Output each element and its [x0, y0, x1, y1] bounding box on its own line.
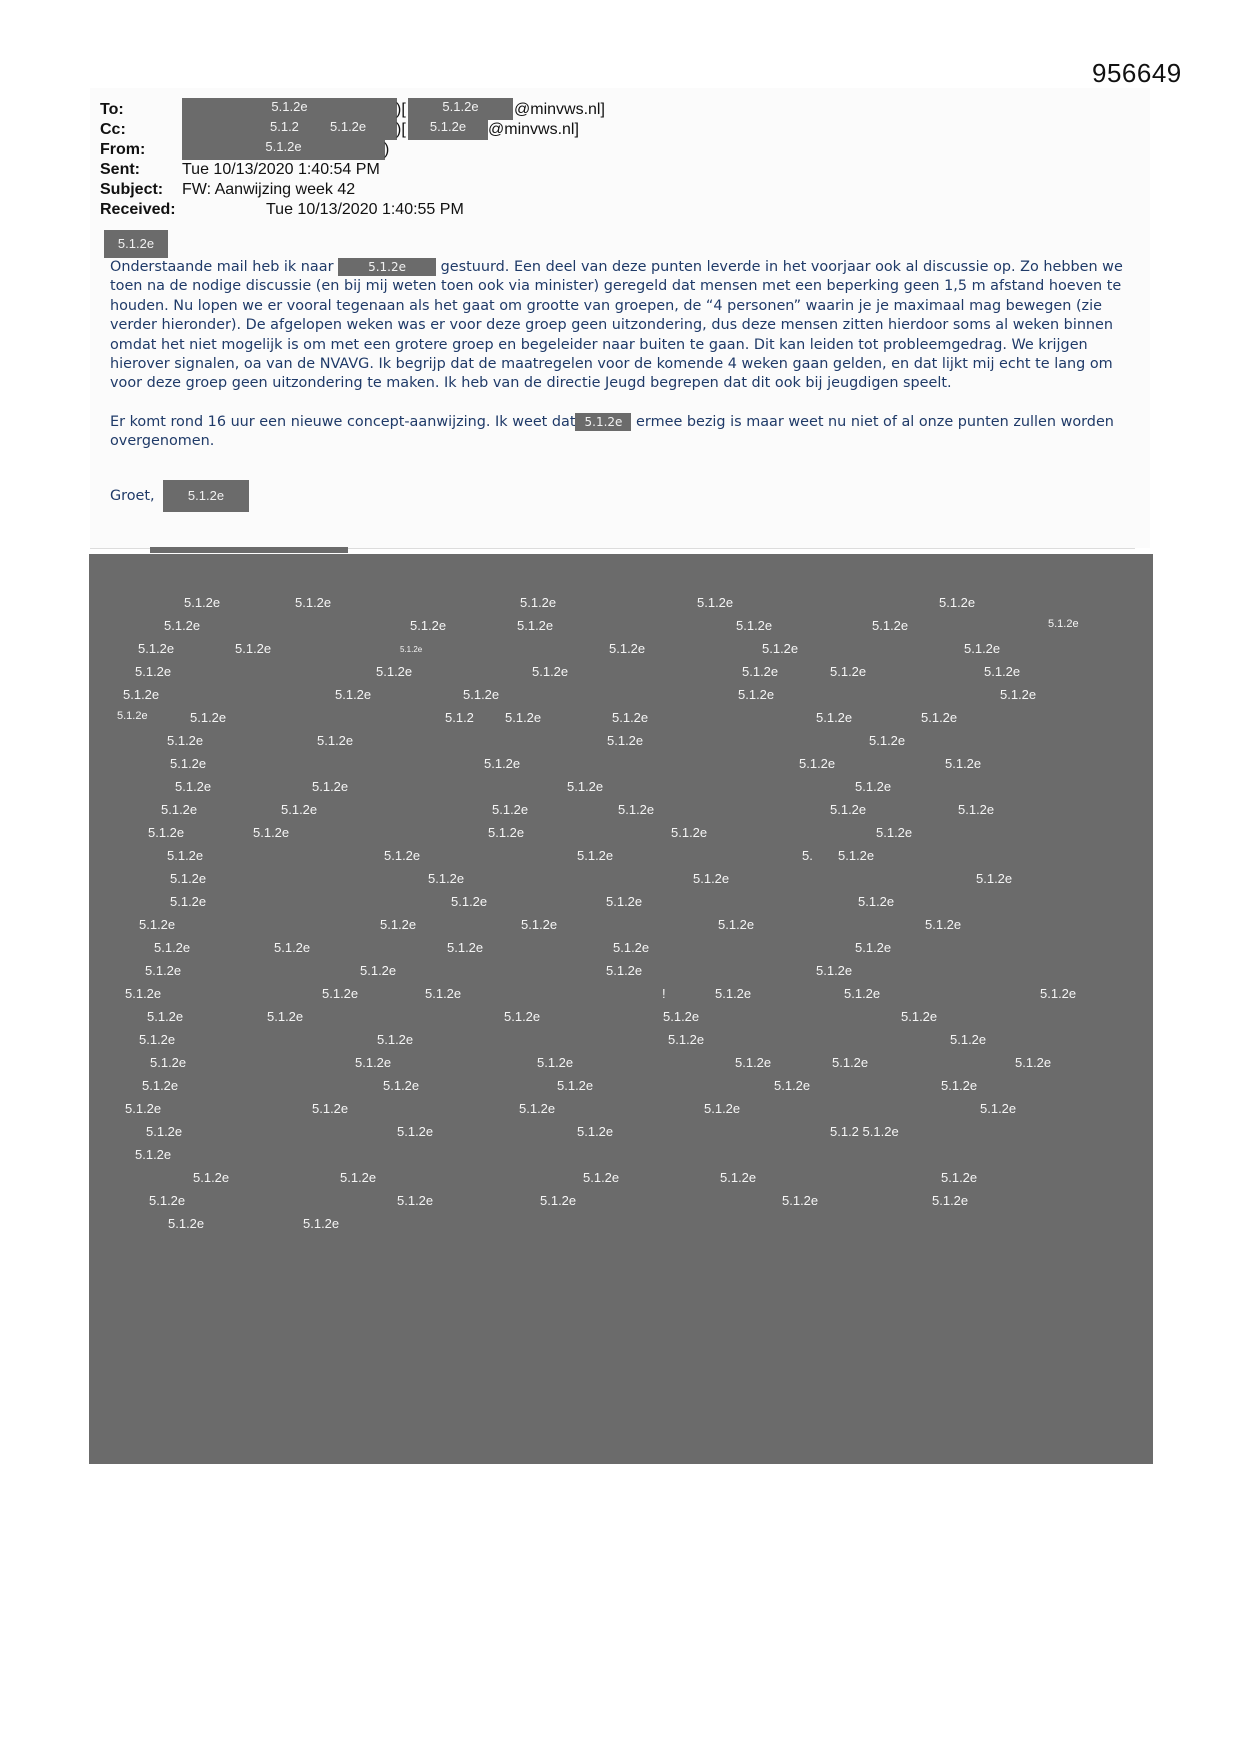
- to-close: )[: [396, 101, 406, 118]
- redaction-label: 5.1.2e: [830, 802, 867, 817]
- redaction-label: 5.1.2e: [945, 756, 982, 771]
- redaction-label: 5.1.2e: [816, 963, 853, 978]
- redaction-label: 5.1.2e: [267, 1009, 304, 1024]
- redaction-label: 5.1.2e: [170, 871, 207, 886]
- redaction-label: 5.1.2e: [135, 664, 172, 679]
- redaction-label: 5.1.2e: [901, 1009, 938, 1024]
- redaction-to-address: 5.1.2e: [408, 98, 513, 120]
- redaction-label: 5.1.2e: [139, 917, 176, 932]
- redaction-label: 5.1.2e: [958, 802, 995, 817]
- redaction-label: 5.1.2e: [235, 641, 272, 656]
- redaction-label: 5.1.2e: [976, 871, 1013, 886]
- redaction-label: 5.1.2e: [532, 664, 569, 679]
- redaction-label: 5.1.2e: [925, 917, 962, 932]
- redaction-label: 5.1.2e: [816, 710, 853, 725]
- redaction-label: 5.: [802, 848, 813, 863]
- redaction-label: 5.1.2e: [170, 894, 207, 909]
- redaction-label: 5.1.2e: [869, 733, 906, 748]
- message-body: [110, 258, 1135, 452]
- redaction-label: 5.1.2e: [872, 618, 909, 633]
- redaction-label: 5.1.2e: [317, 733, 354, 748]
- redaction-label: 5.1.2e: [168, 1216, 205, 1231]
- redaction-label: 5.1.2e: [504, 1009, 541, 1024]
- redaction-label: 5.1.2e: [941, 1170, 978, 1185]
- redaction-label: 5.1.2e: [607, 733, 644, 748]
- redaction-label: 5.1.2e: [312, 1101, 349, 1116]
- redacted-block: [89, 554, 1153, 1464]
- redaction-label: 5.1.2e: [145, 963, 182, 978]
- redaction-label: 5.1.2e: [447, 940, 484, 955]
- redaction-label: 5.1.2e: [671, 825, 708, 840]
- redaction-label: 5.1.2e: [281, 802, 318, 817]
- redaction-label: 5.1.2e: [488, 825, 525, 840]
- from-label: From:: [100, 141, 146, 158]
- redaction-label: 5.1.2 5.1.2e: [830, 1124, 899, 1139]
- cc-label: Cc:: [100, 121, 126, 138]
- redaction-label: 5.1.2e: [377, 1032, 414, 1047]
- redaction-code: 5.1.2e: [271, 99, 308, 114]
- redaction-bar: [150, 547, 348, 553]
- subject-value: FW: Aanwijzing week 42: [182, 181, 356, 198]
- redaction-label: 5.1.2e: [774, 1078, 811, 1093]
- redaction-label: 5.1.2e: [125, 1101, 162, 1116]
- redaction-label: 5.1.2e: [312, 779, 349, 794]
- redaction-label: 5.1.2e: [149, 1193, 186, 1208]
- redaction-label: 5.1.2e: [939, 595, 976, 610]
- redaction-label: 5.1.2e: [932, 1193, 969, 1208]
- redaction-label: 5.1.2e: [838, 848, 875, 863]
- received-label: Received:: [100, 201, 176, 218]
- redaction-label: 5.1.2e: [941, 1078, 978, 1093]
- cc-domain: @minvws.nl]: [488, 121, 579, 138]
- redaction-label: 5.1.2e: [537, 1055, 574, 1070]
- document-number: 956649: [1092, 58, 1182, 88]
- redaction-label: 5.1.2e: [855, 940, 892, 955]
- to-label: To:: [100, 101, 124, 118]
- redaction-label: 5.1.2e: [167, 733, 204, 748]
- redaction-label: 5.1.2e: [397, 1193, 434, 1208]
- redaction-label: 5.1.2e: [428, 871, 465, 886]
- redaction-label: 5.1.2e: [397, 1124, 434, 1139]
- redaction-label: 5.1.2e: [123, 687, 160, 702]
- redaction-label: 5.1.2e: [735, 1055, 772, 1070]
- redaction-label: 5.1.2e: [142, 1078, 179, 1093]
- redaction-label: 5.1.2e: [360, 963, 397, 978]
- redaction-label: 5.1.2e: [618, 802, 655, 817]
- redaction-label: 5.1.2e: [736, 618, 773, 633]
- redaction-label: 5.1.2e: [738, 687, 775, 702]
- redaction-label: 5.1.2e: [855, 779, 892, 794]
- redaction-label: 5.1.2e: [451, 894, 488, 909]
- redaction-label: 5.1.2e: [380, 917, 417, 932]
- redaction-label: 5.1.2e: [147, 1009, 184, 1024]
- cc-close: )[: [396, 121, 406, 138]
- redaction-label: 5.1.2e: [613, 940, 650, 955]
- redaction-label: 5.1.2: [445, 710, 474, 725]
- redaction-label: 5.1.2e: [340, 1170, 377, 1185]
- redaction-label: 5.1.2e: [425, 986, 462, 1001]
- redaction-label: 5.1.2e: [1048, 618, 1079, 630]
- redaction-label: 5.1.2e: [190, 710, 227, 725]
- message-paragraph-1: Onderstaande mail heb ik naar 5.1.2e gestuurd. Een deel van deze punten leverde in het voorjaar ook al discussie op. Zo hebben we toen na de nodige discussie (en bij mij weten toen ook via minister) geregeld dat mensen met een beperking geen 1,5 m afstand hoeven te houden. Nu lopen we er vooral tegenaan als het gaat om grootte van groepen, de “4 personen” waarin je je maximaal mag bewegen (zie verder hieronder). De afgelopen weken was er voor deze groep geen uitzondering, dus deze mensen zitten hierdoor soms al weken binnen omdat het niet mogelijk is om met een grotere groep en begeleider naar buiten te gaan. Dit kan leiden tot probleemgedrag. We krijgen hierover signalen, oa van de NVAVG. Ik begrijp dat de maatregelen voor de komende 4 weken gaan gelden, en dat lijkt mij echt te lang om voor deze groep geen uitzondering te maken. Ik heb van de directie Jeugd begrepen dat dit ook bij jeugdigen speelt.: [110, 259, 1123, 392]
- redaction-label: 5.1.2e: [410, 618, 447, 633]
- redaction-label: 5.1.2e: [830, 664, 867, 679]
- redaction-label: 5.1.2e: [322, 986, 359, 1001]
- redaction-label: 5.1.2e: [167, 848, 204, 863]
- redaction-label: 5.1.2e: [400, 645, 423, 654]
- redaction-label: 5.1.2e: [844, 986, 881, 1001]
- redaction-label: 5.1.2e: [175, 779, 212, 794]
- redaction-label: 5.1.2e: [697, 595, 734, 610]
- redaction-from: 5.1.2e: [182, 138, 385, 160]
- redaction-cc-name: 5.1.2 5.1.2e: [182, 118, 397, 140]
- redaction-signature: 5.1.2e: [163, 480, 249, 512]
- redaction-label: 5.1.2e: [135, 1147, 172, 1162]
- redaction-salutation: 5.1.2e: [104, 230, 168, 258]
- redaction-label: 5.1.2e: [117, 710, 148, 722]
- redaction-label: !: [662, 986, 666, 1001]
- redaction-label: 5.1.2e: [170, 756, 207, 771]
- redaction-label: 5.1.2e: [799, 756, 836, 771]
- from-close: ): [384, 141, 390, 158]
- redaction-label: 5.1.2e: [742, 664, 779, 679]
- redaction-label: 5.1.2e: [762, 641, 799, 656]
- redaction-label: 5.1.2e: [718, 917, 755, 932]
- subject-label: Subject:: [100, 181, 164, 198]
- redaction-inline-recipient: 5.1.2e: [338, 258, 436, 276]
- redaction-label: 5.1.2e: [492, 802, 529, 817]
- redaction-label: 5.1.2e: [505, 710, 542, 725]
- redaction-label: 5.1.2e: [609, 641, 646, 656]
- redaction-label: 5.1.2e: [663, 1009, 700, 1024]
- redaction-label: 5.1.2e: [1040, 986, 1077, 1001]
- redaction-label: 5.1.2e: [567, 779, 604, 794]
- redaction-label: 5.1.2e: [964, 641, 1001, 656]
- redaction-label: 5.1.2e: [376, 664, 413, 679]
- redaction-label: 5.1.2e: [668, 1032, 705, 1047]
- redaction-label: 5.1.2e: [1015, 1055, 1052, 1070]
- redaction-label: 5.1.2e: [720, 1170, 757, 1185]
- redaction-label: 5.1.2e: [921, 710, 958, 725]
- redaction-label: 5.1.2e: [715, 986, 752, 1001]
- redaction-label: 5.1.2e: [1000, 687, 1037, 702]
- redaction-label: 5.1.2e: [154, 940, 191, 955]
- redaction-label: 5.1.2e: [303, 1216, 340, 1231]
- redaction-label: 5.1.2e: [519, 1101, 556, 1116]
- redaction-cc-address: 5.1.2e: [408, 118, 488, 140]
- redaction-label: 5.1.2e: [484, 756, 521, 771]
- received-value: Tue 10/13/2020 1:40:55 PM: [266, 201, 464, 218]
- to-domain: @minvws.nl]: [514, 101, 605, 118]
- redaction-label: 5.1.2e: [557, 1078, 594, 1093]
- redaction-label: 5.1.2e: [274, 940, 311, 955]
- redaction-label: 5.1.2e: [782, 1193, 819, 1208]
- redaction-label: 5.1.2e: [335, 687, 372, 702]
- redaction-label: 5.1.2e: [164, 618, 201, 633]
- redaction-label: 5.1.2e: [540, 1193, 577, 1208]
- redaction-label: 5.1.2e: [876, 825, 913, 840]
- sent-label: Sent:: [100, 161, 140, 178]
- redaction-label: 5.1.2e: [577, 848, 614, 863]
- redaction-to-name: [182, 98, 397, 120]
- message-paragraph-2: Er komt rond 16 uur een nieuwe concept-aanwijzing. Ik weet dat 5.1.2e ermee bezig is maar weet nu niet of al onze punten zullen worden overgenomen.: [110, 413, 1114, 450]
- redaction-label: 5.1.2e: [355, 1055, 392, 1070]
- greeting: Groet,: [110, 488, 155, 504]
- redaction-label: 5.1.2e: [832, 1055, 869, 1070]
- redaction-label: 5.1.2e: [577, 1124, 614, 1139]
- redaction-label: 5.1.2e: [858, 894, 895, 909]
- redaction-label: 5.1.2e: [520, 595, 557, 610]
- redaction-label: 5.1.2e: [984, 664, 1021, 679]
- redaction-label: 5.1.2e: [693, 871, 730, 886]
- redaction-label: 5.1.2e: [950, 1032, 987, 1047]
- redaction-label: 5.1.2e: [184, 595, 221, 610]
- redaction-inline-person: 5.1.2e: [575, 413, 631, 431]
- redaction-label: 5.1.2e: [150, 1055, 187, 1070]
- redaction-label: 5.1.2e: [606, 894, 643, 909]
- redaction-label: 5.1.2e: [704, 1101, 741, 1116]
- redaction-label: 5.1.2e: [138, 641, 175, 656]
- redaction-label: 5.1.2e: [125, 986, 162, 1001]
- sent-value: Tue 10/13/2020 1:40:54 PM: [182, 161, 380, 178]
- redaction-label: 5.1.2e: [606, 963, 643, 978]
- redaction-label: 5.1.2e: [295, 595, 332, 610]
- redaction-label: 5.1.2e: [139, 1032, 176, 1047]
- redaction-label: 5.1.2e: [253, 825, 290, 840]
- redaction-label: 5.1.2e: [612, 710, 649, 725]
- redaction-label: 5.1.2e: [463, 687, 500, 702]
- redaction-label: 5.1.2e: [583, 1170, 620, 1185]
- redaction-label: 5.1.2e: [384, 848, 421, 863]
- redaction-label: 5.1.2e: [517, 618, 554, 633]
- redaction-label: 5.1.2e: [161, 802, 198, 817]
- redaction-label: 5.1.2e: [193, 1170, 230, 1185]
- redaction-label: 5.1.2e: [383, 1078, 420, 1093]
- redaction-label: 5.1.2e: [980, 1101, 1017, 1116]
- redaction-label: 5.1.2e: [146, 1124, 183, 1139]
- redaction-label: 5.1.2e: [148, 825, 185, 840]
- redaction-label: 5.1.2e: [521, 917, 558, 932]
